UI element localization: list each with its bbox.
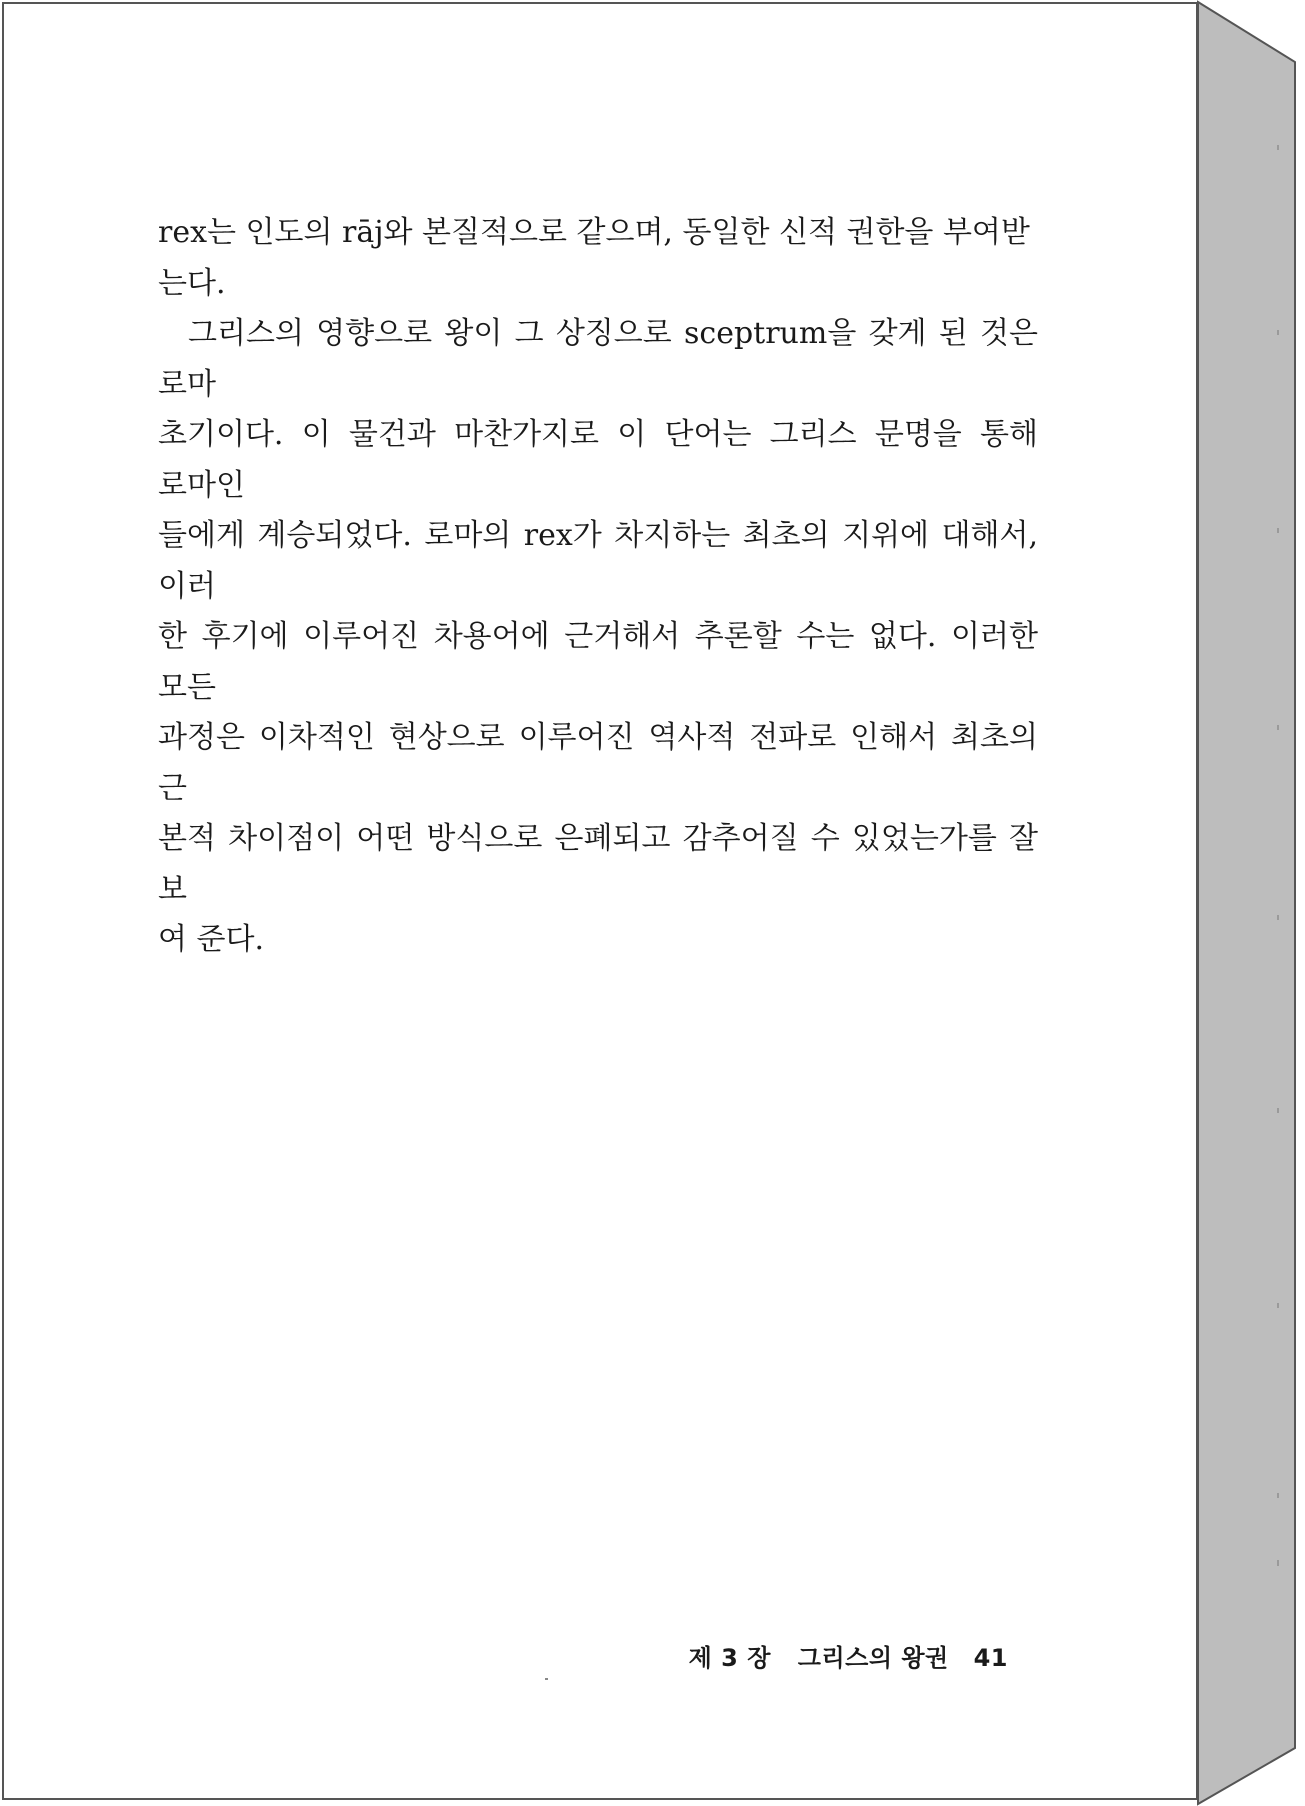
footer-chapter: 제 3 장 xyxy=(688,1644,771,1672)
footer-chapter-title: 그리스의 왕권 xyxy=(797,1644,949,1672)
paragraph-1: rex는 인도의 rāj와 본질적으로 같으며, 동일한 신적 권한을 부여받 는다. xyxy=(158,215,1030,301)
page-number: 41 xyxy=(973,1644,1008,1672)
paragraph-2: 그리스의 영향으로 왕이 그 상징으로 sceptrum을 갖게 된 것은 로마 초기이다. 이 물건과 마찬가지로 이 단어는 그리스 문명을 통해 로마인 들에게 계승되었다. 로마의 rex가 차지하는 최초의 지위에 대해서, 이러 한 후기에 이루어진 차용어에 근거해서 추론할 수는 없다. 이러한 모든 과정은 이차적인 현상으로 이루어진 역사적 전파로 인해서 최초의 근 본적 차이점이 어떤 방식으로 은폐되고 감추어질 수 있었는가를 잘 보 여 준다. xyxy=(158,316,1038,957)
scan-speck xyxy=(545,1678,548,1680)
body-text xyxy=(158,208,1038,966)
running-footer xyxy=(689,1638,1008,1673)
